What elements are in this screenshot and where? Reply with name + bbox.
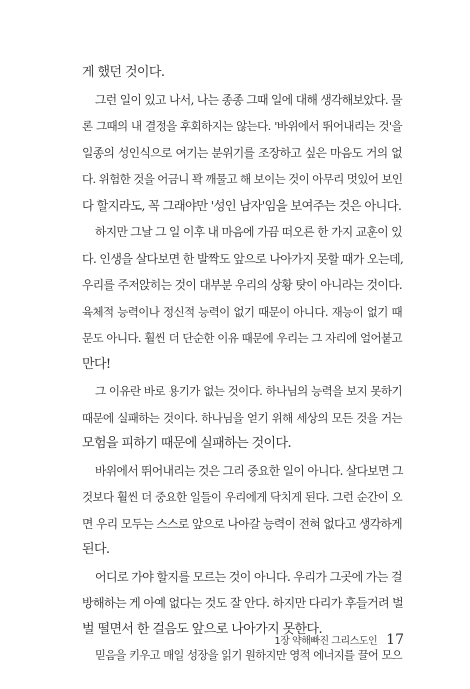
page-number: 17	[386, 632, 404, 648]
text-line: 벌 떨면서 한 걸음도 앞으로 나아가지 못한다.	[82, 621, 322, 637]
text-line: 게 했던 것이다.	[82, 65, 165, 80]
text-line: 방해하는 게 아예 없다는 것도 잘 안다. 하지만 다리가 후들거려 벌	[82, 596, 404, 610]
text-line: 만다!	[82, 356, 111, 372]
text-line: 된다.	[82, 542, 110, 557]
text-line: 때문에 실패하는 것이다. 하나님을 얻기 위해 세상의 모든 것을 거는	[82, 410, 402, 425]
text-line: 문도 아니다. 훨씬 더 단순한 이유 때문에 우리는 그 자리에 얼어붙고	[82, 331, 402, 345]
text-line: 것보다 훨씬 더 중요한 일들이 우리에게 닥치게 된다. 그런 순간이 오	[82, 490, 402, 504]
text-line: 어디로 가야 할지를 모르는 것이 아니다. 우리가 그곳에 가는 걸	[95, 569, 402, 584]
text-line: 우리를 주저앉히는 것이 대부분 우리의 상황 탓이 아니라는 것이다.	[82, 278, 402, 292]
text-line: 일종의 성인식으로 여기는 분위기를 조장하고 싶은 마음도 거의 없	[82, 145, 402, 160]
text-line: 믿음을 키우고 매일 성장을 읽기 원하지만 영적 에너지를 끌어 모으	[95, 649, 402, 662]
text-line: 다 할지라도, 꼭 그래야만 '성인 남자'임을 보여주는 것은 아니다.	[82, 198, 402, 213]
text-line: 그 이유란 바로 용기가 없는 것이다. 하나님의 능력을 보지 못하기	[95, 384, 402, 398]
body-text	[82, 60, 402, 670]
text-line: 론 그때의 내 결정을 후회하지는 않는다. '바위에서 뛰어내리는 것'을	[82, 119, 402, 133]
text-line: 하지만 그날 그 일 이후 내 마음에 가끔 떠오른 한 가지 교훈이 있	[95, 225, 402, 239]
text-line: 면 우리 모두는 스스로 앞으로 나아갈 능력이 전혀 없다고 생각하게	[82, 516, 402, 531]
page-footer	[274, 632, 404, 648]
text-line: 그런 일이 있고 나서, 나는 종종 그때 일에 대해 생각해보았다. 물	[95, 92, 402, 107]
text-line: 바위에서 뛰어내리는 것은 그리 중요한 일이 아니다. 살다보면 그	[95, 463, 403, 478]
text-line: 다. 위험한 것을 어금니 꽉 깨물고 해 보이는 것이 아무리 멋있어 보인	[82, 172, 403, 186]
text-line: 육체적 능력이나 정신적 능력이 없기 때문이 아니다. 재능이 없기 때	[82, 304, 402, 319]
text-line: 다. 인생을 살다보면 한 발짝도 앞으로 나아가지 못할 때가 오는데,	[82, 251, 404, 266]
running-head: 1장 약해빠진 그리스도인	[274, 636, 378, 647]
text-line: 모험을 피하기 때문에 실패하는 것이다.	[82, 436, 291, 451]
